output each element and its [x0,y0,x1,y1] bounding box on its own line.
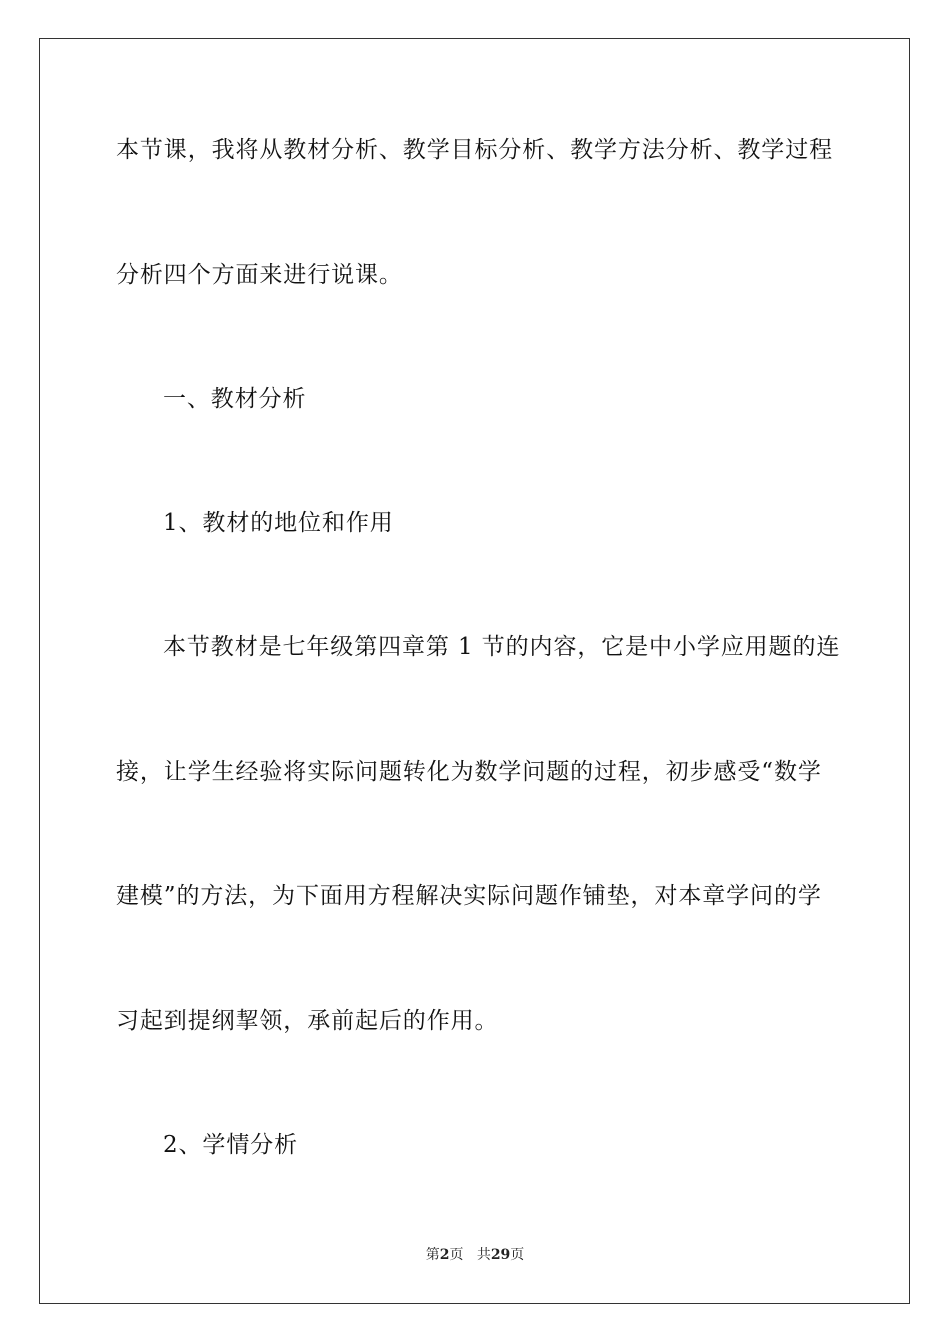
subheading-position-and-role: 1、教材的地位和作用 [163,510,394,536]
footer-page-number: 2 [439,1247,450,1263]
paragraph-textbook-line-2: 接，让学生经验将实际问题转化为数学问题的过程，初步感受“数学 [116,759,822,785]
paragraph-textbook-line-3: 建模”的方法，为下面用方程解决实际问题作铺垫，对本章学问的学 [116,883,822,909]
paragraph-intro-line-2: 分析四个方面来进行说课。 [116,262,403,288]
page-frame [39,38,910,1304]
subheading-student-analysis: 2、学情分析 [163,1132,299,1158]
page-footer [0,1246,950,1264]
footer-total-pages: 29 [490,1247,511,1263]
section-heading-textbook-analysis: 一、教材分析 [163,386,307,412]
footer-page-suffix: 页 [449,1247,464,1263]
paragraph-intro-line-1: 本节课，我将从教材分析、教学目标分析、教学方法分析、教学过程 [116,137,833,163]
footer-total-suffix: 页 [510,1247,525,1263]
footer-total-prefix: 共 [476,1247,491,1263]
footer-page-prefix: 第 [425,1247,440,1263]
paragraph-textbook-line-1: 本节教材是七年级第四章第 1 节的内容，它是中小学应用题的连 [163,634,841,660]
paragraph-textbook-line-4: 习起到提纲挈领，承前起后的作用。 [116,1008,499,1034]
